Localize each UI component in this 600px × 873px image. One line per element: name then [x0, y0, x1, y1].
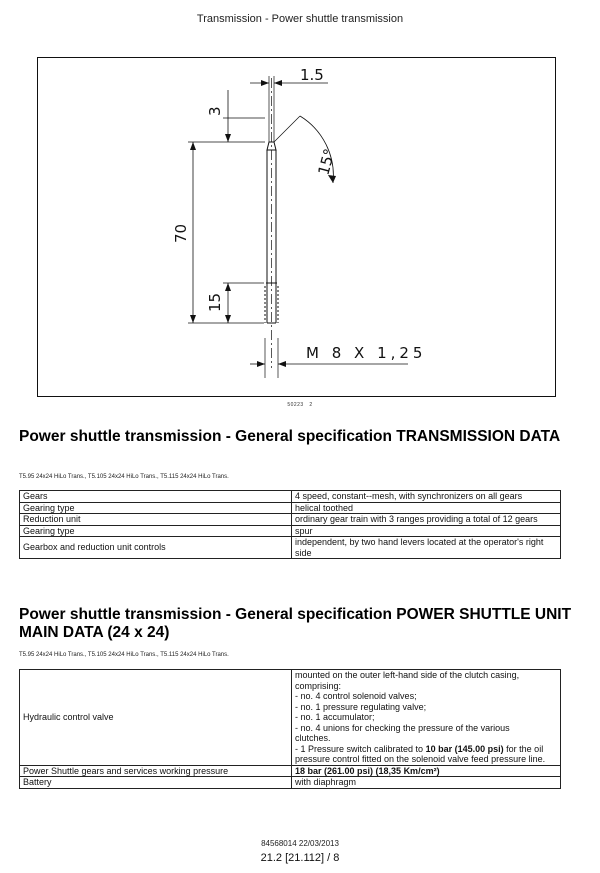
valve-pin-drawing [38, 58, 557, 398]
table-row [20, 670, 561, 766]
table-row [20, 537, 561, 559]
dim-top-length: 3 [206, 106, 224, 116]
dim-angle: 15° [314, 146, 339, 178]
row-value: mounted on the outer left-hand side of the clutch casing, comprising: - no. 4 control solenoid valves; - no. 1 pressure regulating valve; - no. 1 accumulator; - no. 4 unions for checking the pressure of the various clutches. - 1 Pressure switch calibrated to 10 bar (145.00 psi) for the oil pressure control fitted on the solenoid valve feed pressure line. [292, 670, 561, 766]
row-value: with diaphragm [292, 777, 561, 789]
row-label: Gearing type [20, 502, 292, 514]
section-title-power-shuttle-data: Power shuttle transmission - General specification POWER SHUTTLE UNIT MAIN DATA (24 x 24) [19, 606, 572, 641]
footer-page-number: 21.2 [21.112] / 8 [260, 852, 340, 864]
row-value: helical toothed [292, 502, 561, 514]
power-shuttle-table [19, 669, 561, 789]
table-row [20, 765, 561, 777]
table-row [20, 777, 561, 789]
models-line: T5.95 24x24 HiLo Trans., T5.105 24x24 HiLo Trans., T5.115 24x24 HiLo Trans. [19, 474, 229, 480]
footer-doc-code: 84568014 22/03/2013 [261, 839, 339, 848]
table-row [20, 502, 561, 514]
transmission-data-table [19, 490, 561, 559]
models-line: T5.95 24x24 HiLo Trans., T5.105 24x24 HiLo Trans., T5.115 24x24 HiLo Trans. [19, 652, 229, 658]
row-value: independent, by two hand levers located at the operator's right side [292, 537, 561, 559]
row-value: 4 speed, constant--mesh, with synchronizers on all gears [292, 491, 561, 503]
table-row [20, 491, 561, 503]
row-label: Hydraulic control valve [20, 670, 292, 766]
row-label: Reduction unit [20, 514, 292, 526]
table-row [20, 525, 561, 537]
row-value: spur [292, 525, 561, 537]
dim-total-length: 70 [172, 223, 190, 243]
row-label: Gearing type [20, 525, 292, 537]
running-header: Transmission - Power shuttle transmission [196, 13, 404, 25]
row-label: Gears [20, 491, 292, 503]
section-title-transmission-data: Power shuttle transmission - General specification TRANSMISSION DATA [19, 428, 561, 445]
dim-thread-length: 15 [206, 292, 224, 312]
figure-id: 50223 2 [287, 402, 313, 408]
row-label: Power Shuttle gears and services working pressure [20, 765, 292, 777]
row-label: Battery [20, 777, 292, 789]
table-row [20, 514, 561, 526]
technical-drawing-frame [37, 57, 556, 397]
dim-thread-spec: M 8 X 1,25 [306, 344, 427, 362]
row-label: Gearbox and reduction unit controls [20, 537, 292, 559]
dim-tip-width: 1.5 [300, 66, 324, 84]
row-value: 18 bar (261.00 psi) (18,35 Km/cm²) [292, 765, 561, 777]
row-value: ordinary gear train with 3 ranges providing a total of 12 gears [292, 514, 561, 526]
